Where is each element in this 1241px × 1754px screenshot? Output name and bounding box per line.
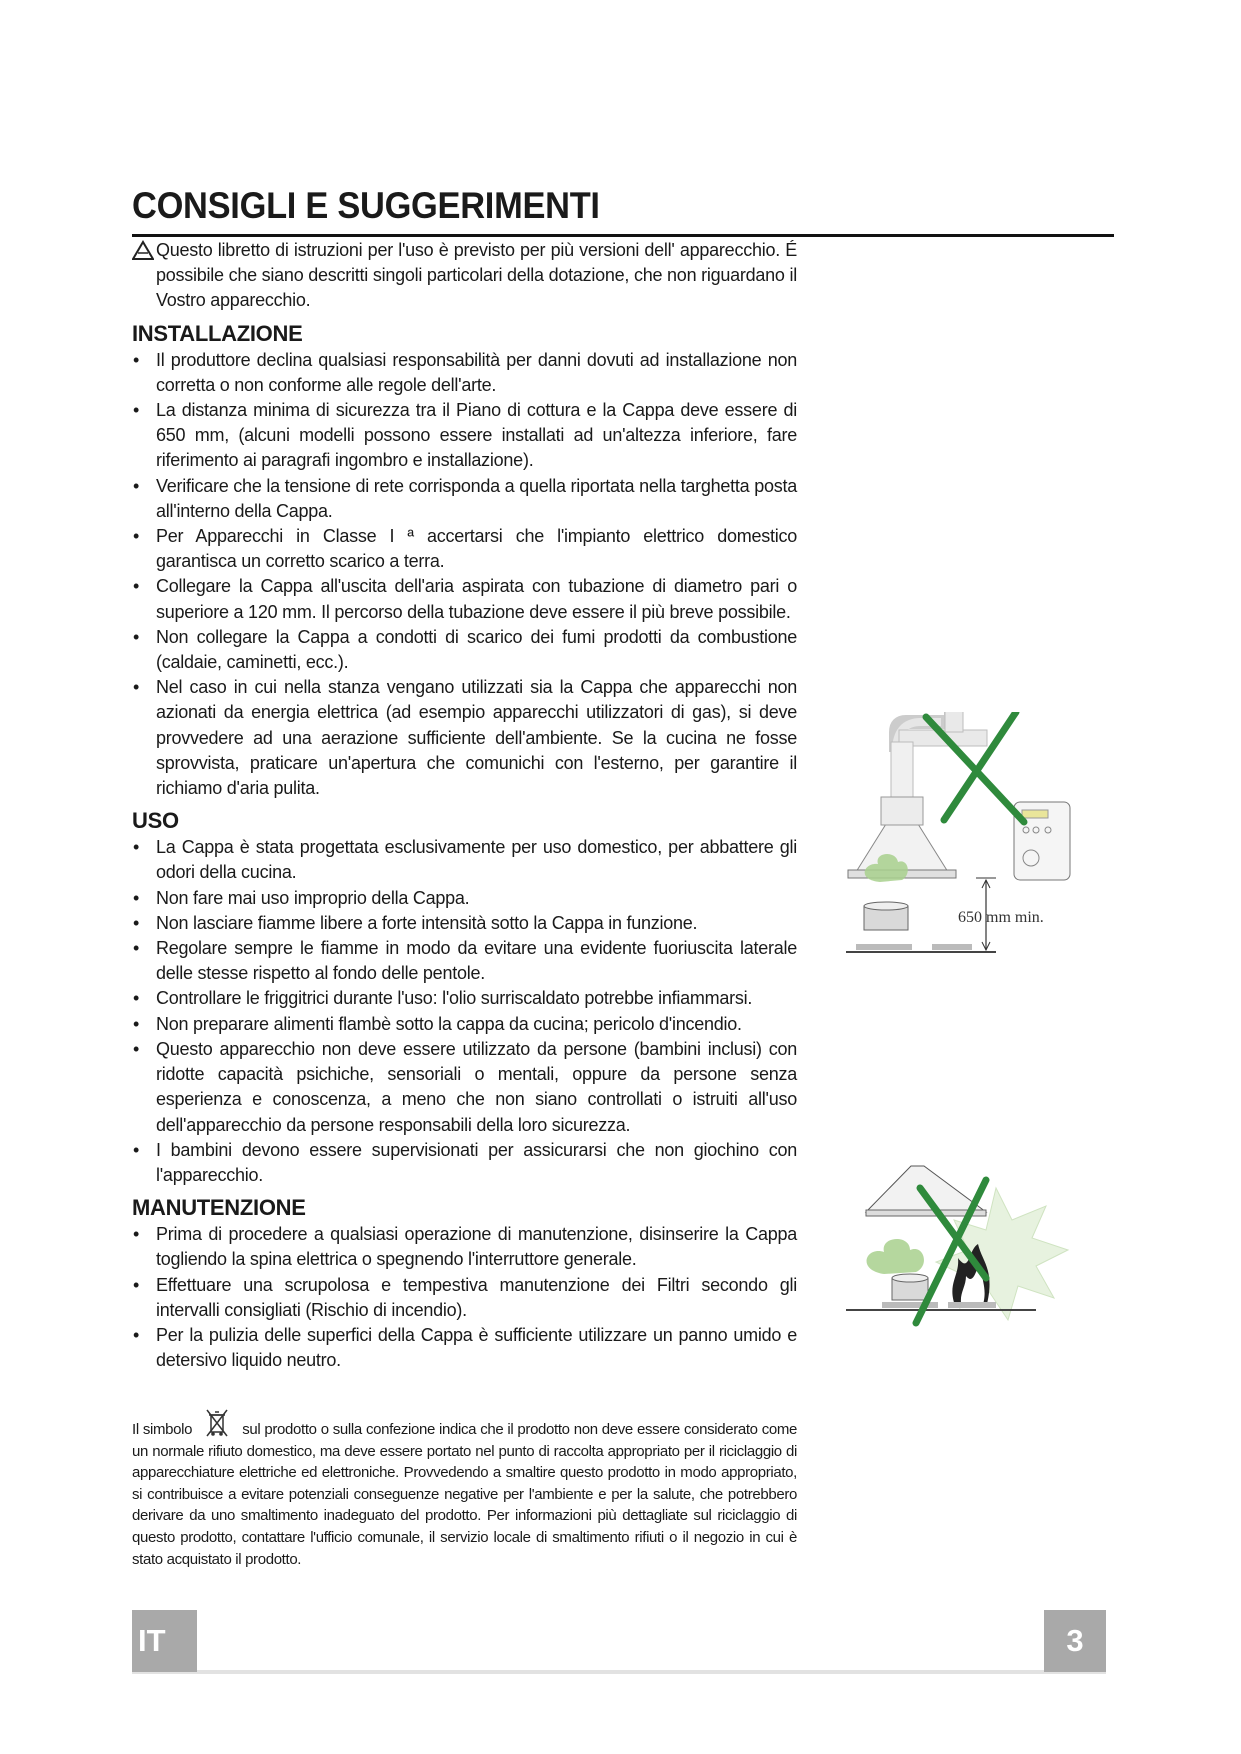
dimension-label: 650 mm min. (958, 909, 1044, 926)
title-rule (132, 234, 1114, 237)
page-title: CONSIGLI E SUGGERIMENTI (132, 185, 600, 226)
list-item: • Per Apparecchi in Classe I ª accertarsi che l'impianto elettrico domestico garantisca un corretto scarico a terra. (132, 524, 797, 574)
list-item: • Collegare la Cappa all'uscita dell'aria aspirata con tubazione di diametro pari o superiore a 120 mm. Il percorso della tubazione deve essere il più breve possibile. (132, 574, 797, 624)
list-uso (132, 835, 797, 1188)
weee-text-before: Il simbolo (132, 1421, 193, 1438)
weee-disposal-notice (132, 1408, 797, 1570)
intro-paragraph (132, 238, 797, 314)
crossed-bin-icon (200, 1408, 234, 1438)
list-item: • Nel caso in cui nella stanza vengano utilizzati sia la Cappa che apparecchi non azionati da energia elettrica (ad esempio apparecchi utilizzatori di gas), si deve provvedere ad una aerazione sufficiente dell'ambiente. Se la cucina ne fosse sprovvista, praticare un'apertura che comunichi con l'esterno, per garantire il richiamo d'aria pulita. (132, 675, 797, 801)
list-item: • I bambini devono essere supervisionati per assicurarsi che non giochino con l'apparecchio. (132, 1138, 797, 1188)
list-item: • Per la pulizia delle superfici della Cappa è sufficiente utilizzare un panno umido e detersivo liquido neutro. (132, 1323, 797, 1373)
language-indicator: IT (132, 1610, 197, 1672)
heading-manutenzione: MANUTENZIONE (132, 1195, 306, 1221)
list-item: • La distanza minima di sicurezza tra il Piano di cottura e la Cappa deve essere di 650 mm, (alcuni modelli possono essere installati ad un'altezza inferiore, fare riferimento ai paragrafi ingombro e installazione). (132, 398, 797, 474)
list-item: • Effettuare una scrupolosa e tempestiva manutenzione dei Filtri secondo gli intervalli consigliati (Rischio di incendio). (132, 1273, 797, 1323)
list-item: • Non lasciare fiamme libere a forte intensità sotto la Cappa in funzione. (132, 911, 797, 936)
list-item: • Controllare le friggitrici durante l'uso: l'olio surriscaldato potrebbe infiammarsi. (132, 986, 797, 1011)
list-item: • Verificare che la tensione di rete corrisponda a quella riportata nella targhetta posta all'interno della Cappa. (132, 474, 797, 524)
flambe-fire-illustration (836, 1158, 1086, 1338)
heading-installazione: INSTALLAZIONE (132, 320, 303, 346)
list-item: • Non collegare la Cappa a condotti di scarico dei fumi prodotti da combustione (caldaie, caminetti, ecc.). (132, 625, 797, 675)
list-item: • Questo apparecchio non deve essere utilizzato da persone (bambini inclusi) con ridotte capacità psichiche, sensoriali o mentali, oppure da persone senza esperienza e conoscenza, a meno che non siano controllati o istruiti all'uso dell'apparecchio da persone responsabili della loro sicurezza. (132, 1037, 797, 1138)
list-item: • Non fare mai uso improprio della Cappa. (132, 886, 797, 911)
list-item: • La Cappa è stata progettata esclusivamente per uso domestico, per abbattere gli odori della cucina. (132, 835, 797, 885)
heading-uso: USO (132, 808, 179, 834)
intro-text: Questo libretto di istruzioni per l'uso è previsto per più versioni dell' apparecchio. É possibile che siano descritti singoli particolari della dotazione, che non riguardano il Vostro apparecchio. (156, 240, 797, 311)
list-item: • Non preparare alimenti flambè sotto la cappa da cucina; pericolo d'incendio. (132, 1012, 797, 1037)
list-item: • Il produttore declina qualsiasi responsabilità per danni dovuti ad installazione non corretta o non conforme alle regole dell'arte. (132, 348, 797, 398)
footer-bar (132, 1610, 1106, 1674)
list-installazione (132, 348, 797, 802)
page-number: 3 (1044, 1610, 1106, 1672)
list-manutenzione (132, 1222, 797, 1373)
list-item: • Prima di procedere a qualsiasi operazione di manutenzione, disinserire la Cappa togliendo la spina elettrica o spegnendo l'interruttore generale. (132, 1222, 797, 1272)
warning-icon (132, 240, 154, 260)
hood-boiler-illustration (836, 712, 1086, 977)
weee-text-after: sul prodotto o sulla confezione indica che il prodotto non deve essere considerato come un normale rifiuto domestico, ma deve essere portato nel punto di raccolta appropriato per il riciclaggio di apparecchiature elettriche ed elettroniche. Provvedendo a smaltire questo prodotto in modo appropriato, si contribuisce a evitare potenziali conseguenze negative per l'ambiente e per la salute, che potrebbero derivare da uno smaltimento inadeguato del prodotto. Per informazioni più dettagliate sul riciclaggio di questo prodotto, contattare l'ufficio comunale, il servizio locale di smaltimento rifiuti o il negozio in cui è stato acquistato il prodotto. (132, 1421, 797, 1568)
list-item: • Regolare sempre le fiamme in modo da evitare una evidente fuoriuscita laterale delle stesse rispetto al fondo delle pentole. (132, 936, 797, 986)
main-text-column (132, 238, 797, 1373)
